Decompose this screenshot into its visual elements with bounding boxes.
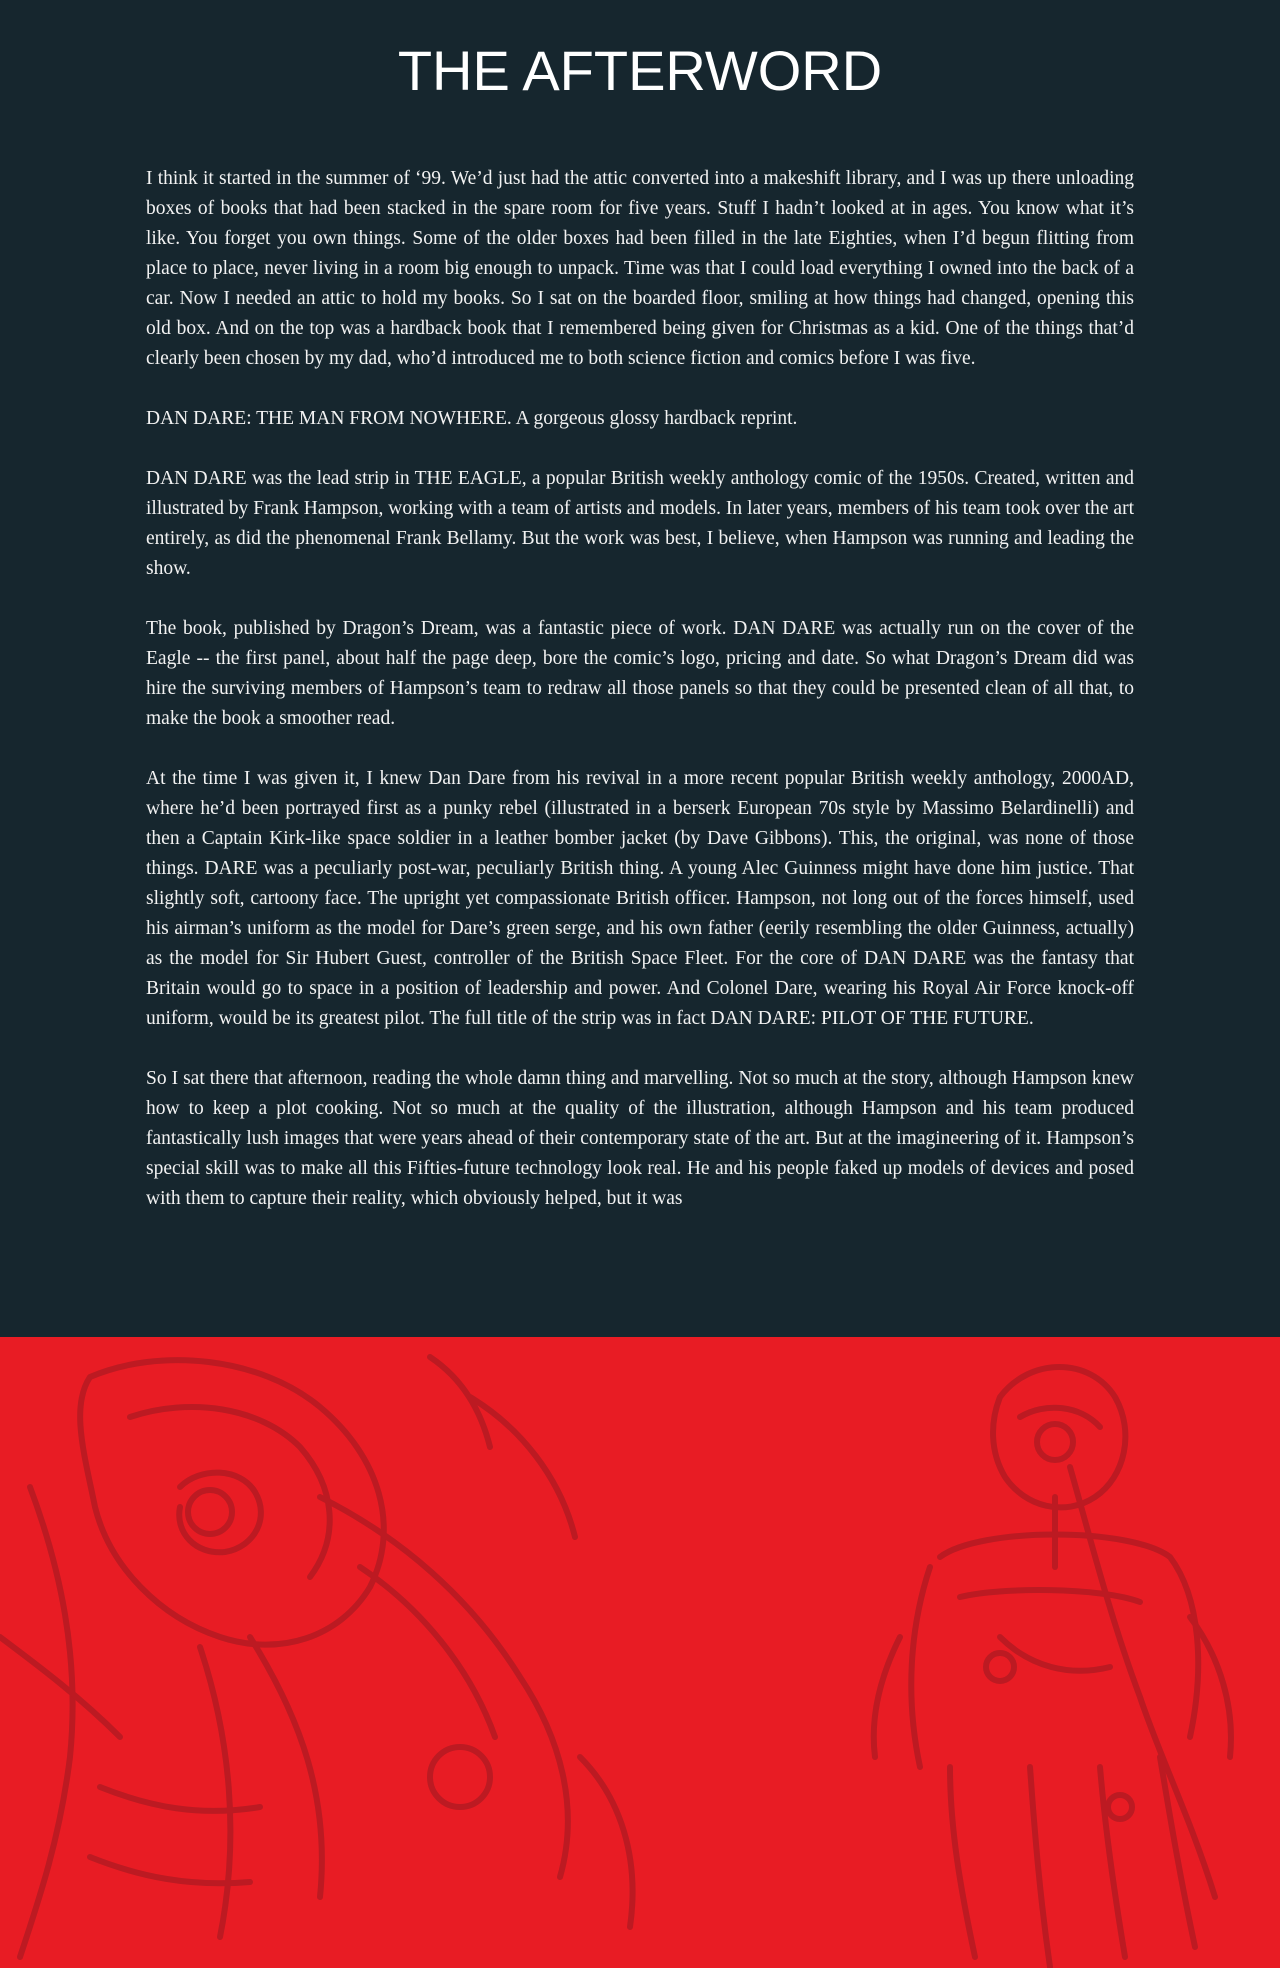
paragraph-1: I think it started in the summer of ‘99. We’d just had the attic converted into a makeshift library, and I was up there unloading boxes of books that had been stacked in the spare room for five years. Stuff I hadn’t looked at in ages. You know what it’s like. You forget you own things. Some of the older boxes had been filled in the late Eighties, when I’d begun flitting from place to place, never living in a room big enough to unpack. Time was that I could load everything I owned into the back of a car. Now I needed an attic to hold my books. So I sat on the boarded floor, smiling at how things had changed, opening this old box. And on the top was a hardback book that I remembered being given for Christmas as a kid. One of the things that’d clearly been chosen by my dad, who’d introduced me to both science fiction and comics before I was five. [146, 168, 1134, 369]
paragraph-5: At the time I was given it, I knew Dan Dare from his revival in a more recent popular British weekly anthology, 2000AD, where he’d been portrayed first as a punky rebel (illustrated in a berserk European 70s style by Massimo Belardinelli) and then a Captain Kirk-like space soldier in a leather bomber jacket (by Dave Gibbons). This, the original, was none of those things. DARE was a peculiarly post-war, peculiarly British thing. A young Alec Guinness might have done him justice. That slightly soft, cartoony face. The upright yet compassionate British officer. Hampson, not long out of the forces himself, used his airman’s uniform as the model for Dare’s green serge, and his own father (eerily resembling the older Guinness, actually) as the model for Sir Hubert Guest, controller of the British Space Fleet. For the core of DAN DARE was the fantasy that Britain would go to space in a position of leadership and power. And Colonel Dare, wearing his Royal Air Force knock-off uniform, would be its greatest pilot. The full title of the strip was in fact DAN DARE: PILOT OF THE FUTURE. [146, 768, 1134, 1029]
paragraph-3: DAN DARE was the lead strip in THE EAGLE, a popular British weekly anthology comic of the 1950s. Created, written and illustrated by Frank Hampson, working with a team of artists and models. In later years, members of his team took over the art entirely, as did the phenomenal Frank Bellamy. But the work was best, I believe, when Hampson was running and leading the show. [146, 468, 1134, 579]
page-title: THE AFTERWORD [397, 39, 883, 102]
red-artwork-panel [0, 1337, 1280, 1968]
article-body [146, 164, 1134, 1244]
paragraph-4: The book, published by Dragon’s Dream, was a fantastic piece of work. DAN DARE was actually run on the cover of the Eagle -- the first panel, about half the page deep, bore the comic’s logo, pricing and date. So what Dragon’s Dream did was hire the surviving members of Hampson’s team to redraw all those panels so that they could be presented clean of all that, to make the book a smoother read. [146, 618, 1134, 729]
paragraph-2: DAN DARE: THE MAN FROM NOWHERE. A gorgeous glossy hardback reprint. [146, 408, 798, 429]
astronaut-illustration-icon [0, 1337, 1280, 1968]
paragraph-6: So I sat there that afternoon, reading the whole damn thing and marvelling. Not so much at the story, although Hampson knew how to keep a plot cooking. Not so much at the quality of the illustration, although Hampson and his team produced fantastically lush images that were years ahead of their contemporary state of the art. But at the imagineering of it. Hampson’s special skill was to make all this Fifties-future technology look real. He and his people faked up models of devices and posed with them to capture their reality, which obviously helped, but it was [146, 1068, 1134, 1209]
